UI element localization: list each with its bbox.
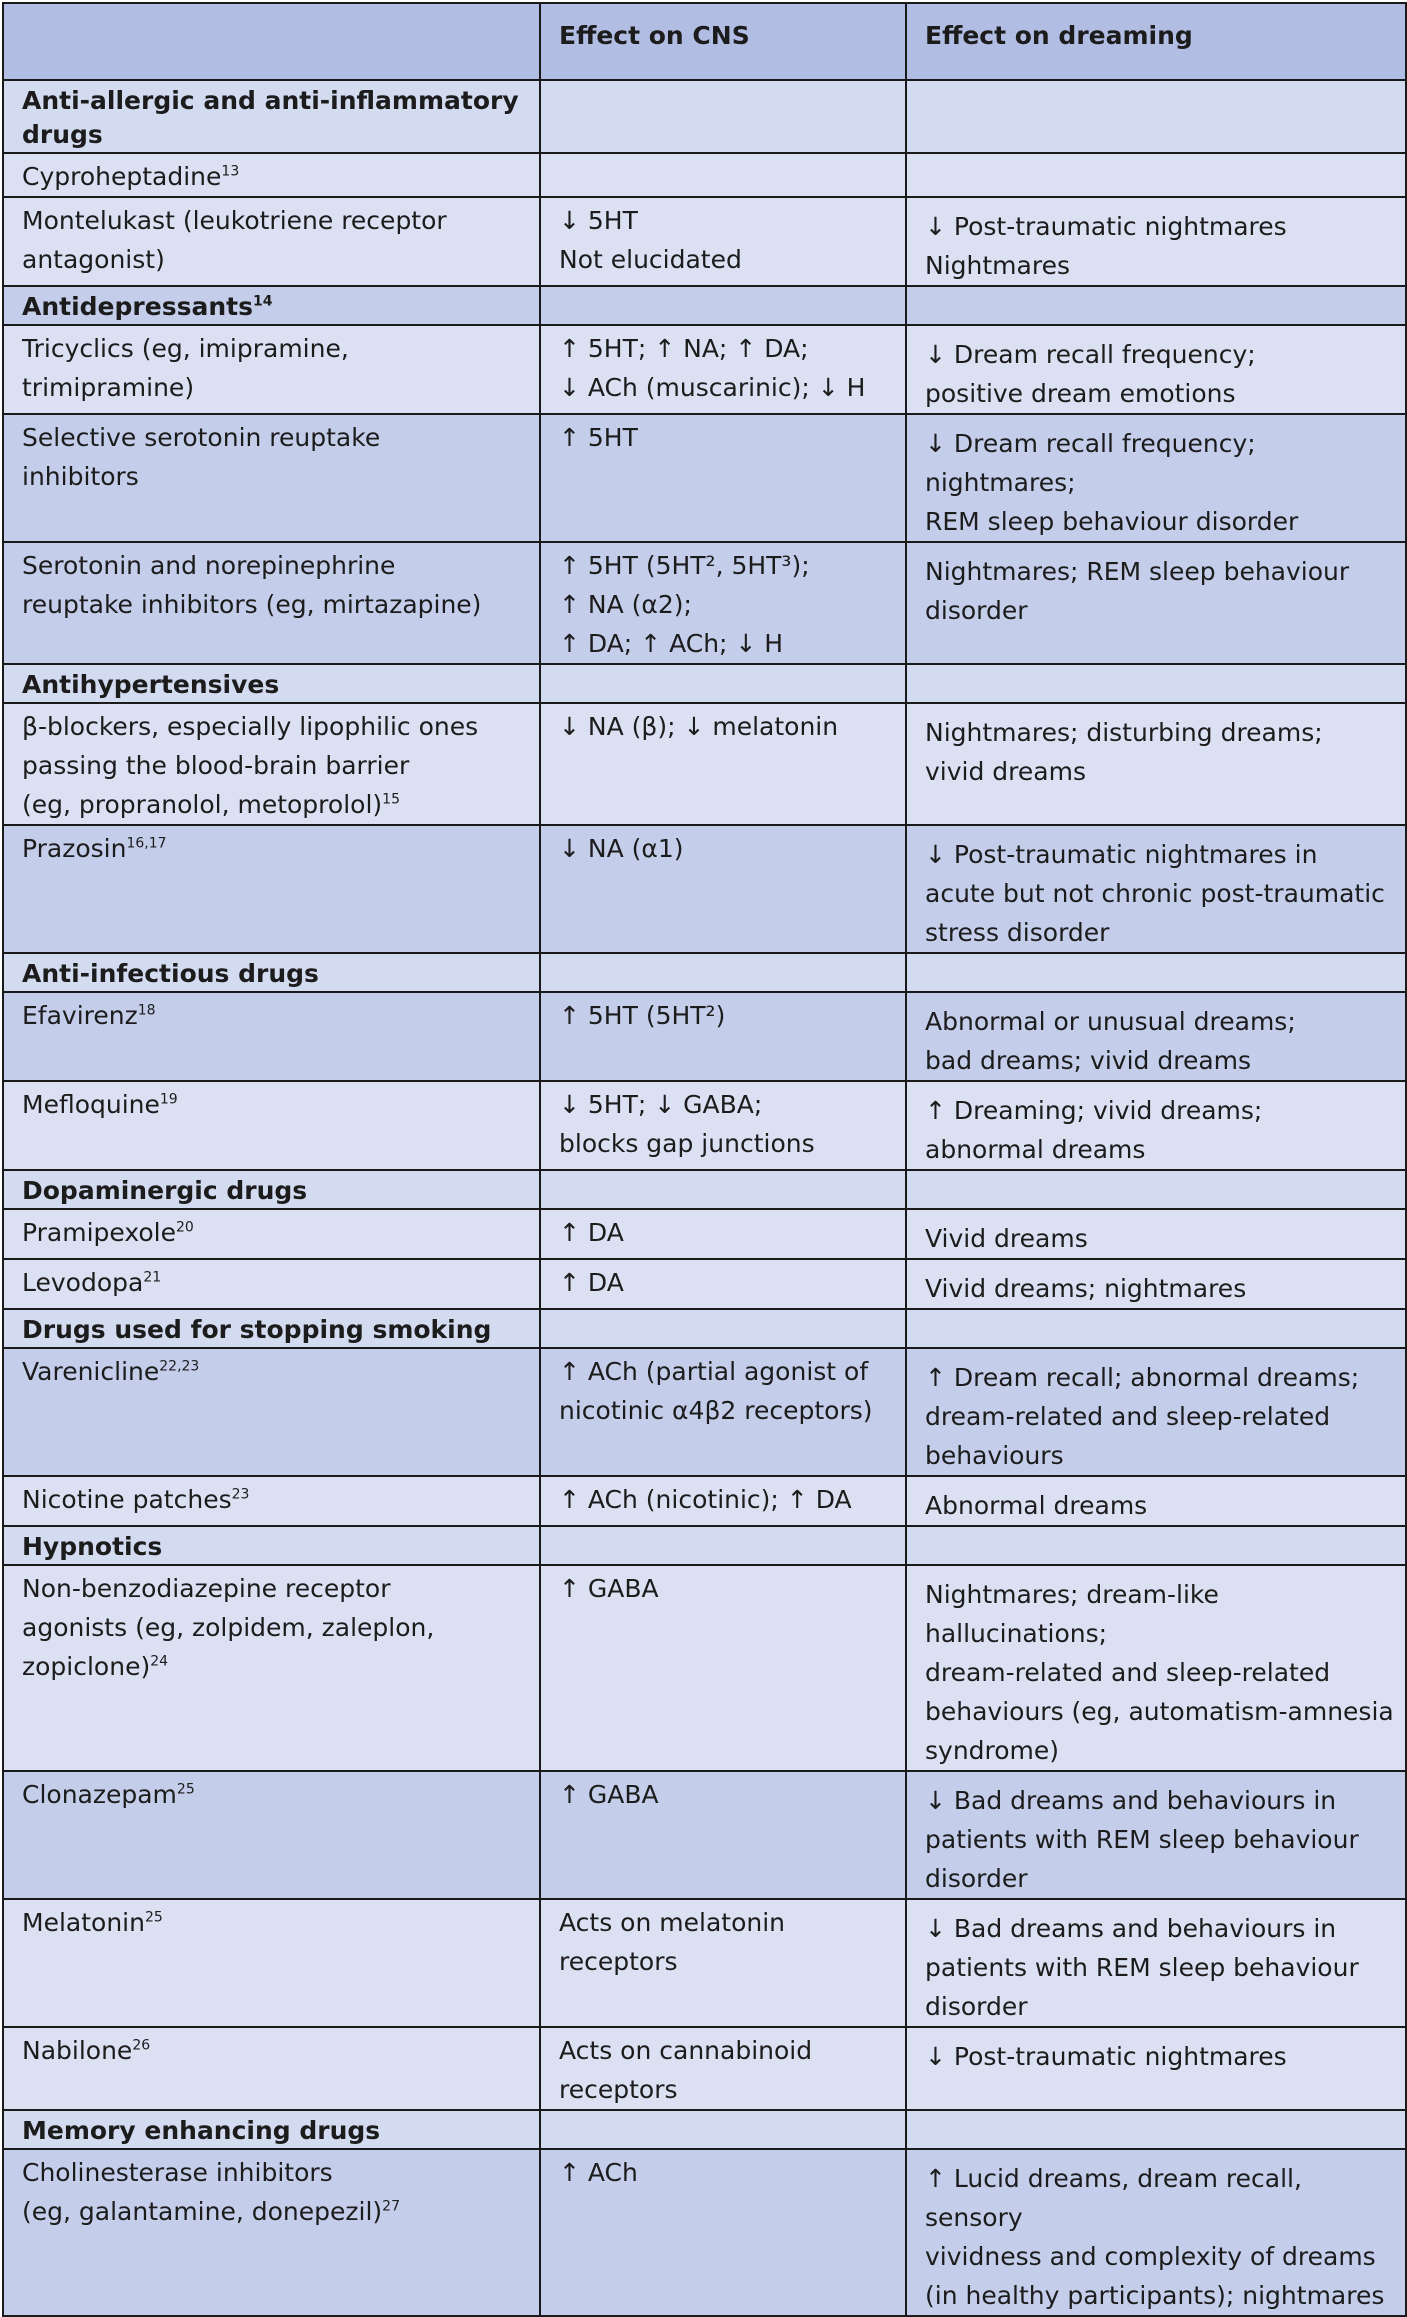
effect-on-cns-cell: ↑ 5HT (5HT², 5HT³); ↑ NA (α2); ↑ DA; ↑ ACh; ↓ H: [540, 542, 906, 664]
table-row: [3, 1259, 1406, 1309]
effect-on-dreaming-cell: [906, 1526, 1406, 1565]
effect-on-dreaming-cell: ↓ Bad dreams and behaviours in patients with REM sleep behaviour disorder: [906, 1899, 1406, 2027]
effect-on-dreaming-cell: ↓ Dream recall frequency; nightmares; REM sleep behaviour disorder: [906, 414, 1406, 542]
drug-label: Efavirenz: [22, 1001, 138, 1030]
reference-superscript: 25: [144, 1909, 163, 1926]
effect-on-cns-cell: [540, 286, 906, 325]
drug-label: Hypnotics: [22, 1532, 163, 1561]
effect-on-cns-cell: ↑ 5HT: [540, 414, 906, 542]
drug-label: Antihypertensives: [22, 670, 280, 699]
effect-on-cns-cell: ↑ ACh: [540, 2149, 906, 2316]
header-drug: [3, 3, 540, 80]
table-row: [3, 325, 1406, 414]
effect-on-dreaming-cell: ↑ Dreaming; vivid dreams; abnormal dreams: [906, 1081, 1406, 1170]
drug-name: [3, 1476, 540, 1526]
effect-on-dreaming-cell: ↑ Dream recall; abnormal dreams; dream-related and sleep-related behaviours: [906, 1348, 1406, 1476]
drug-name: [3, 414, 540, 542]
reference-superscript: 23: [231, 1486, 250, 1503]
effect-on-cns-cell: ↑ GABA: [540, 1771, 906, 1899]
reference-superscript: 27: [382, 2198, 400, 2215]
reference-superscript: 20: [176, 1219, 194, 1236]
category-name: [3, 80, 540, 153]
drug-name: [3, 703, 540, 825]
table-header-row: [3, 3, 1406, 80]
drug-label: Pramipexole: [22, 1218, 176, 1247]
drug-name: [3, 542, 540, 664]
table-row: [3, 2027, 1406, 2110]
drug-name: [3, 1348, 540, 1476]
category-name: [3, 286, 540, 325]
reference-superscript: 15: [382, 791, 400, 808]
category-row: [3, 1526, 1406, 1565]
drug-label: Clonazepam: [22, 1780, 177, 1809]
drug-label: Prazosin: [22, 834, 127, 863]
effect-on-cns-cell: [540, 953, 906, 992]
category-row: [3, 2110, 1406, 2149]
table-row: [3, 1565, 1406, 1771]
drug-name: [3, 992, 540, 1081]
reference-superscript: 25: [176, 1781, 195, 1798]
effect-on-dreaming-cell: [906, 664, 1406, 703]
drug-name: [3, 325, 540, 414]
effect-on-dreaming-cell: Nightmares; REM sleep behaviour disorder: [906, 542, 1406, 664]
drug-label: Dopaminergic drugs: [22, 1176, 308, 1205]
drug-label: Selective serotonin reuptake inhibitors: [22, 423, 381, 491]
drug-name: [3, 1771, 540, 1899]
effect-on-dreaming-cell: ↓ Post-traumatic nightmares in acute but not chronic post-traumatic stress disorder: [906, 825, 1406, 953]
category-name: [3, 953, 540, 992]
header-effect-on-dreaming: Effect on dreaming: [906, 3, 1406, 80]
drug-label: Tricyclics (eg, imipramine, trimipramine): [22, 334, 349, 402]
effect-on-cns-cell: ↑ DA: [540, 1209, 906, 1259]
drug-label: Memory enhancing drugs: [22, 2116, 381, 2145]
category-row: [3, 664, 1406, 703]
table-row: [3, 825, 1406, 953]
effect-on-cns-cell: [540, 1309, 906, 1348]
drug-label: Anti-allergic and anti-inflammatory drugs: [22, 86, 519, 149]
effect-on-cns-cell: ↑ 5HT; ↑ NA; ↑ DA; ↓ ACh (muscarinic); ↓ H: [540, 325, 906, 414]
drug-label: Nabilone: [22, 2036, 133, 2065]
drug-dream-effects-table: [2, 2, 1407, 2317]
table-row: [3, 992, 1406, 1081]
reference-superscript: 26: [132, 2037, 151, 2054]
effect-on-dreaming-cell: Abnormal or unusual dreams; bad dreams; vivid dreams: [906, 992, 1406, 1081]
drug-name: [3, 825, 540, 953]
table-row: [3, 1476, 1406, 1526]
effect-on-dreaming-cell: [906, 153, 1406, 197]
category-name: [3, 1309, 540, 1348]
drug-name: [3, 197, 540, 286]
effect-on-dreaming-cell: Vivid dreams: [906, 1209, 1406, 1259]
drug-label: Melatonin: [22, 1908, 145, 1937]
category-name: [3, 1170, 540, 1209]
drug-name: [3, 2149, 540, 2316]
category-row: [3, 286, 1406, 325]
drug-name: [3, 1899, 540, 2027]
effect-on-cns-cell: ↑ ACh (partial agonist of nicotinic α4β2 receptors): [540, 1348, 906, 1476]
drug-label: Anti-infectious drugs: [22, 959, 319, 988]
effect-on-cns-cell: ↑ 5HT (5HT²): [540, 992, 906, 1081]
effect-on-dreaming-cell: Vivid dreams; nightmares: [906, 1259, 1406, 1309]
effect-on-dreaming-cell: [906, 953, 1406, 992]
effect-on-cns-cell: ↑ DA: [540, 1259, 906, 1309]
drug-label: Varenicline: [22, 1357, 160, 1386]
effect-on-dreaming-cell: [906, 1170, 1406, 1209]
drug-name: [3, 1209, 540, 1259]
table-row: [3, 1899, 1406, 2027]
drug-label: Drugs used for stopping smoking: [22, 1315, 492, 1344]
effect-on-cns-cell: ↓ 5HT; ↓ GABA; blocks gap junctions: [540, 1081, 906, 1170]
drug-label: Levodopa: [22, 1268, 144, 1297]
effect-on-dreaming-cell: ↓ Post-traumatic nightmares Nightmares: [906, 197, 1406, 286]
effect-on-dreaming-cell: [906, 80, 1406, 153]
effect-on-dreaming-cell: ↓ Post-traumatic nightmares: [906, 2027, 1406, 2110]
table-row: [3, 2149, 1406, 2316]
reference-superscript: 16,17: [126, 835, 167, 852]
drug-label: Mefloquine: [22, 1090, 160, 1119]
effect-on-dreaming-cell: [906, 2110, 1406, 2149]
drug-name: [3, 1565, 540, 1771]
effect-on-cns-cell: [540, 80, 906, 153]
reference-superscript: 19: [159, 1091, 178, 1108]
effect-on-cns-cell: ↑ GABA: [540, 1565, 906, 1771]
category-name: [3, 1526, 540, 1565]
drug-name: [3, 1081, 540, 1170]
reference-superscript: 14: [252, 293, 273, 310]
effect-on-cns-cell: ↑ ACh (nicotinic); ↑ DA: [540, 1476, 906, 1526]
effect-on-cns-cell: [540, 664, 906, 703]
category-row: [3, 1170, 1406, 1209]
drug-name: [3, 1259, 540, 1309]
effect-on-cns-cell: [540, 2110, 906, 2149]
drug-name: [3, 2027, 540, 2110]
table-row: [3, 1209, 1406, 1259]
category-row: [3, 1309, 1406, 1348]
reference-superscript: 18: [137, 1002, 156, 1019]
drug-label: Antidepressants: [22, 292, 253, 321]
drug-label: Montelukast (leukotriene receptor antagonist): [22, 206, 447, 274]
effect-on-dreaming-cell: Abnormal dreams: [906, 1476, 1406, 1526]
reference-superscript: 24: [150, 1653, 169, 1670]
effect-on-dreaming-cell: ↑ Lucid dreams, dream recall, sensory vividness and complexity of dreams (in healthy participants); nightmares: [906, 2149, 1406, 2316]
table-row: [3, 197, 1406, 286]
effect-on-cns-cell: ↓ NA (α1): [540, 825, 906, 953]
effect-on-dreaming-cell: [906, 1309, 1406, 1348]
effect-on-cns-cell: [540, 153, 906, 197]
category-name: [3, 664, 540, 703]
drug-label: Non-benzodiazepine receptor agonists (eg, zolpidem, zaleplon, zopiclone): [22, 1574, 435, 1681]
effect-on-dreaming-cell: ↓ Dream recall frequency; positive dream emotions: [906, 325, 1406, 414]
table-row: [3, 1771, 1406, 1899]
table-row: [3, 1081, 1406, 1170]
table-row: [3, 542, 1406, 664]
effect-on-dreaming-cell: Nightmares; disturbing dreams; vivid dreams: [906, 703, 1406, 825]
effect-on-cns-cell: [540, 1526, 906, 1565]
effect-on-cns-cell: ↓ 5HT Not elucidated: [540, 197, 906, 286]
table-body: [3, 80, 1406, 2316]
reference-superscript: 22,23: [159, 1358, 200, 1375]
drug-label: β-blockers, especially lipophilic ones passing the blood-brain barrier (eg, propranolol, metoprolol): [22, 712, 479, 819]
drug-label: Cholinesterase inhibitors (eg, galantamine, donepezil): [22, 2158, 383, 2226]
drug-name: [3, 153, 540, 197]
table-row: [3, 1348, 1406, 1476]
effect-on-cns-cell: ↓ NA (β); ↓ melatonin: [540, 703, 906, 825]
effect-on-dreaming-cell: Nightmares; dream-like hallucinations; dream-related and sleep-related behaviours (eg, automatism-amnesia syndrome): [906, 1565, 1406, 1771]
category-row: [3, 80, 1406, 153]
table-row: [3, 703, 1406, 825]
drug-label: Serotonin and norepinephrine reuptake inhibitors (eg, mirtazapine): [22, 551, 482, 619]
category-name: [3, 2110, 540, 2149]
category-row: [3, 953, 1406, 992]
header-effect-on-cns: Effect on CNS: [540, 3, 906, 80]
drug-label: Cyproheptadine: [22, 162, 222, 191]
reference-superscript: 13: [221, 163, 240, 180]
effect-on-cns-cell: Acts on cannabinoid receptors: [540, 2027, 906, 2110]
effect-on-cns-cell: [540, 1170, 906, 1209]
effect-on-dreaming-cell: [906, 286, 1406, 325]
table-row: [3, 414, 1406, 542]
table-row: [3, 153, 1406, 197]
effect-on-dreaming-cell: ↓ Bad dreams and behaviours in patients with REM sleep behaviour disorder: [906, 1771, 1406, 1899]
effect-on-cns-cell: Acts on melatonin receptors: [540, 1899, 906, 2027]
reference-superscript: 21: [143, 1269, 162, 1286]
drug-label: Nicotine patches: [22, 1485, 232, 1514]
